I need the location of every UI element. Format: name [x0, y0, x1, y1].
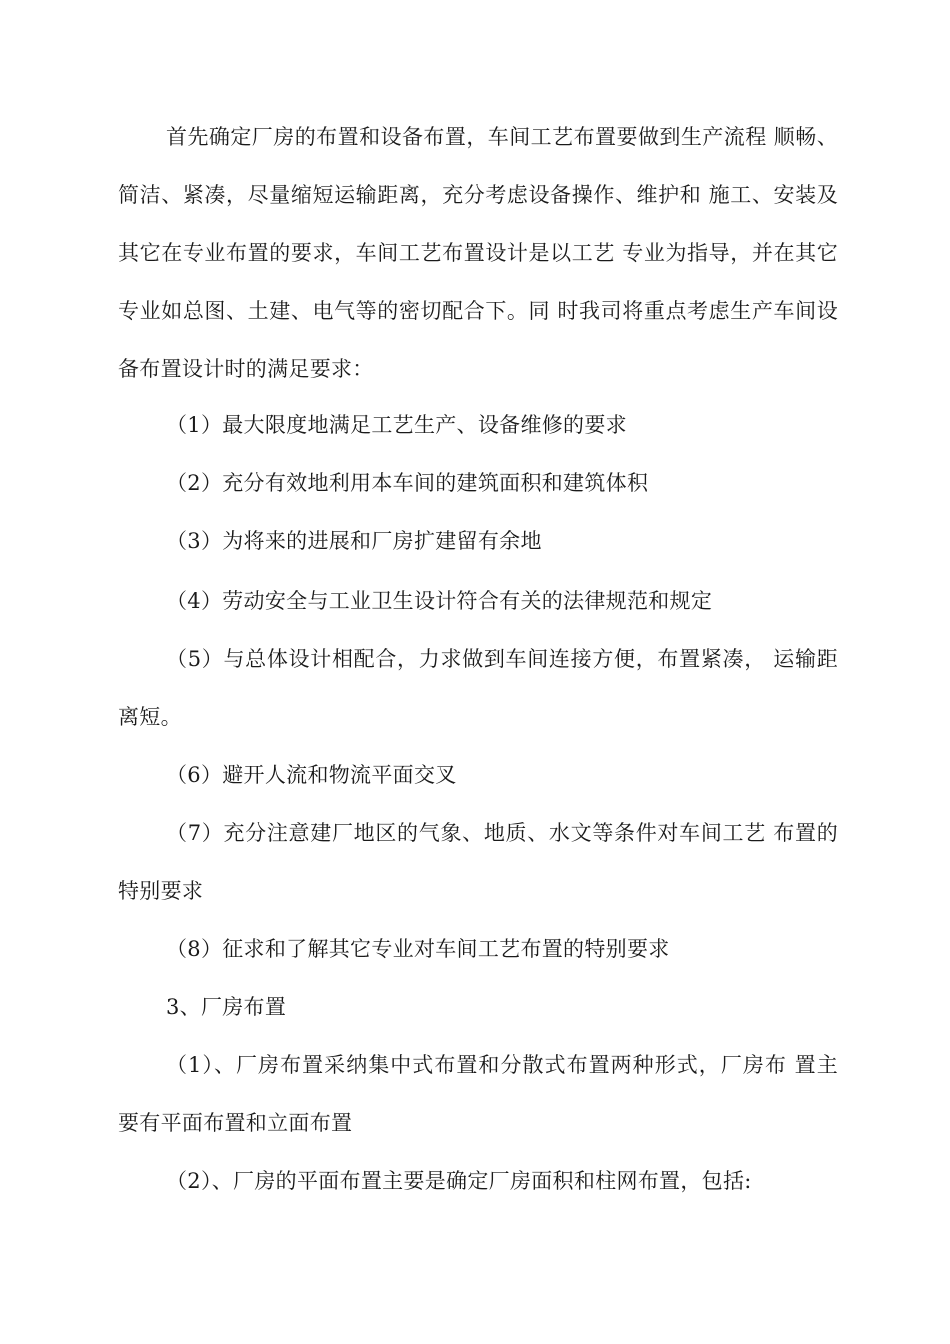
list-item: （7）充分注意建厂地区的气象、地质、水文等条件对车间工艺 布置的 — [166, 821, 838, 845]
paragraph-line: 备布置设计时的满足要求： — [118, 357, 374, 381]
list-item-continuation: 特别要求 — [118, 879, 204, 903]
list-item-continuation: 离短。 — [118, 705, 182, 729]
list-item-continuation: 要有平面布置和立面布置 — [118, 1111, 353, 1135]
list-item: （1）最大限度地满足工艺生产、设备维修的要求 — [166, 413, 627, 437]
list-item: （5）与总体设计相配合，力求做到车间连接方便，布置紧凑， 运输距 — [166, 647, 838, 671]
paragraph-line: 简洁、紧凑，尽量缩短运输距离，充分考虑设备操作、维护和 施工、安装及 — [118, 183, 838, 207]
paragraph-line: 其它在专业布置的要求，车间工艺布置设计是以工艺 专业为指导，并在其它 — [118, 241, 838, 265]
list-item: （3）为将来的进展和厂房扩建留有余地 — [166, 529, 542, 553]
list-item: （2）、厂房的平面布置主要是确定厂房面积和柱网布置，包括: — [166, 1169, 752, 1193]
list-item: （8）征求和了解其它专业对车间工艺布置的特别要求 — [166, 937, 670, 961]
paragraph-line: 首先确定厂房的布置和设备布置，车间工艺布置要做到生产流程 顺畅、 — [166, 125, 838, 149]
paragraph-line: 专业如总图、土建、电气等的密切配合下。同 时我司将重点考虑生产车间设 — [118, 299, 838, 323]
list-item: （4）劳动安全与工业卫生设计符合有关的法律规范和规定 — [166, 589, 713, 613]
list-item: （1）、厂房布置采纳集中式布置和分散式布置两种形式，厂房布 置主 — [166, 1053, 838, 1077]
list-item: （6）避开人流和物流平面交叉 — [166, 763, 457, 787]
list-item: （2）充分有效地利用本车间的建筑面积和建筑体积 — [166, 471, 649, 495]
section-heading: 3、厂房布置 — [166, 995, 287, 1019]
